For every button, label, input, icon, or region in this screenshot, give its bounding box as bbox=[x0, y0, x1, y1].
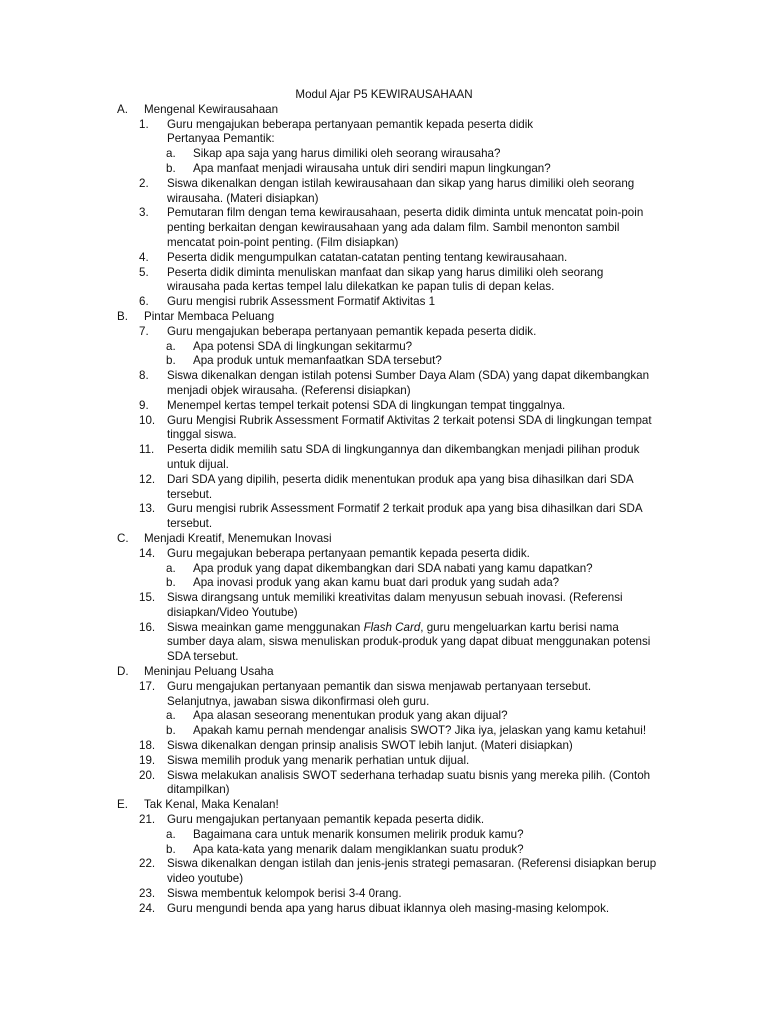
list-item-text: Siswa dirangsang untuk memiliki kreativitas dalam menyusun sebuah inovasi. (Referensi disiapkan/Video Youtube) bbox=[167, 591, 623, 619]
sub-list-item-letter: a. bbox=[166, 827, 176, 841]
list-item-number: 13. bbox=[139, 502, 156, 516]
list-item bbox=[0, 443, 768, 473]
list-item-text: Siswa dikenalkan dengan istilah kewirausahaan dan sikap yang harus dimiliki oleh seorang wirausaha. (Materi disiapkan) bbox=[167, 176, 635, 205]
list-item bbox=[0, 473, 768, 503]
section-letter: D. bbox=[117, 665, 129, 679]
list-item bbox=[0, 206, 768, 250]
list-item bbox=[0, 251, 768, 266]
sub-list-item bbox=[0, 709, 768, 724]
document-body bbox=[0, 103, 768, 917]
list-item bbox=[0, 739, 768, 754]
list-item bbox=[0, 547, 768, 562]
sub-list-item-text: Apa produk untuk memanfaatkan SDA tersebut? bbox=[193, 354, 442, 368]
list-item-number: 18. bbox=[139, 739, 156, 753]
list-item-number: 8. bbox=[139, 369, 149, 383]
list-item-text: Guru mengisi rubrik Assessment Formatif 2 terkait produk apa yang bisa dihasilkan dari SDA tersebut. bbox=[167, 502, 642, 531]
list-item bbox=[0, 369, 768, 399]
sub-list-item-text: Sikap apa saja yang harus dimiliki oleh seorang wirausaha? bbox=[193, 147, 501, 161]
list-item bbox=[0, 295, 768, 310]
section-heading-text: Menjadi Kreatif, Menemukan Inovasi bbox=[144, 531, 332, 545]
sub-list-item bbox=[0, 828, 768, 843]
sub-list-item-letter: b. bbox=[166, 161, 176, 175]
sub-list-item-letter: a. bbox=[166, 147, 176, 161]
list-item-text: Peserta didik mengumpulkan catatan-catatan penting tentang kewirausahaan. bbox=[167, 250, 568, 264]
sub-list-item bbox=[0, 843, 768, 858]
list-item-text: Guru mengisi rubrik Assessment Formatif Aktivitas 1 bbox=[167, 295, 436, 309]
list-item-text: Siswa melakukan analisis SWOT sederhana terhadap suatu bisnis yang mereka pilih. (Contoh ditampilkan) bbox=[167, 768, 651, 797]
document-title: Modul Ajar P5 KEWIRAUSAHAAN bbox=[295, 88, 473, 101]
sub-list-item-letter: b. bbox=[166, 576, 176, 590]
sub-list-item-text: Apa alasan seseorang menentukan produk yang akan dijual? bbox=[193, 709, 508, 723]
list-item-number: 19. bbox=[139, 753, 156, 767]
list-item bbox=[0, 502, 768, 532]
list-item-text: Siswa memilih produk yang menarik perhatian untuk dijual. bbox=[167, 753, 470, 767]
list-item-text: Guru megajukan beberapa pertanyaan pemantik kepada peserta didik. bbox=[167, 546, 530, 560]
section-heading bbox=[0, 798, 768, 813]
list-item-number: 14. bbox=[139, 546, 156, 560]
sub-list-item-text: Apakah kamu pernah mendengar analisis SWOT? Jika iya, jelaskan yang kamu ketahui! bbox=[193, 724, 647, 738]
list-item-number: 9. bbox=[139, 398, 149, 412]
list-item bbox=[0, 754, 768, 769]
section-letter: E. bbox=[117, 798, 128, 812]
list-item-number: 24. bbox=[139, 901, 156, 915]
section-heading-text: Pintar Membaca Peluang bbox=[144, 309, 275, 323]
list-item-text: Guru mengajukan beberapa pertanyaan pemantik kepada peserta didik bbox=[167, 117, 534, 131]
list-item-text: Guru mengajukan beberapa pertanyaan pemantik kepada peserta didik. bbox=[167, 324, 537, 338]
list-item-text: Guru mengundi benda apa yang harus dibuat iklannya oleh masing-masing kelompok. bbox=[167, 901, 610, 915]
list-item bbox=[0, 399, 768, 414]
list-item-number: 3. bbox=[139, 206, 149, 220]
list-item-number: 10. bbox=[139, 413, 156, 427]
sub-list-item-text: Apa potensi SDA di lingkungan sekitarmu? bbox=[193, 339, 413, 353]
list-item-number: 6. bbox=[139, 295, 149, 309]
section bbox=[0, 665, 768, 798]
list-item bbox=[0, 887, 768, 902]
sub-list-item-text: Apa produk yang dapat dikembangkan dari SDA nabati yang kamu dapatkan? bbox=[193, 561, 593, 575]
list-item-number: 11. bbox=[139, 443, 155, 457]
list-item-text: Guru mengajukan pertanyaan pemantik dan siswa menjawab pertanyaan tersebut. bbox=[167, 679, 592, 693]
sub-list-item-text: Apa inovasi produk yang akan kamu buat dari produk yang sudah ada? bbox=[193, 576, 560, 590]
section-heading bbox=[0, 310, 768, 325]
list-item-number: 12. bbox=[139, 472, 156, 486]
section bbox=[0, 532, 768, 665]
sub-list-item-letter: a. bbox=[166, 709, 176, 723]
sub-list-item-letter: a. bbox=[166, 339, 176, 353]
section-heading bbox=[0, 532, 768, 547]
list-item-number: 17. bbox=[139, 679, 156, 693]
sub-list-item bbox=[0, 340, 768, 355]
list-item bbox=[0, 177, 768, 207]
section-heading-text: Meninjau Peluang Usaha bbox=[144, 665, 274, 679]
list-item-number: 2. bbox=[139, 176, 149, 190]
sub-list-item-letter: b. bbox=[166, 724, 176, 738]
list-item-text: Peserta didik memilih satu SDA di lingkungannya dan dikembangkan menjadi pilihan produk untuk dijual. bbox=[167, 443, 640, 471]
list-item-text: Pemutaran film dengan tema kewirausahaan, peserta didik diminta untuk mencatat poin-poin penting berkaitan dengan kewirausahaan yang ada dalam film. Sambil menonton sambil mencatat poin-point penting. (Film disiapkan) bbox=[167, 206, 644, 249]
list-item-text bbox=[167, 621, 650, 664]
section-letter: C. bbox=[117, 531, 129, 545]
list-item-text: Guru mengajukan pertanyaan pemantik kepada peserta didik. bbox=[167, 813, 485, 827]
section bbox=[0, 103, 768, 310]
section-heading-text: Tak Kenal, Maka Kenalan! bbox=[144, 798, 279, 812]
list-item-text-pre: Siswa meainkan game menggunakan bbox=[167, 620, 364, 634]
list-item bbox=[0, 902, 768, 917]
list-item-extra-line: Selanjutnya, jawaban siswa dikonfirmasi oleh guru. bbox=[167, 694, 430, 708]
sub-list-item bbox=[0, 354, 768, 369]
sub-list-item-text: Apa manfaat menjadi wirausaha untuk diri sendiri mapun lingkungan? bbox=[193, 161, 551, 175]
list-item-text-post: , guru mengeluarkan kartu berisi nama sumber daya alam, siswa menuliskan produk-produk yang dapat dibuat menggunakan potensi SDA tersebut. bbox=[167, 620, 651, 664]
list-item bbox=[0, 266, 768, 296]
section bbox=[0, 798, 768, 916]
sub-list-item bbox=[0, 162, 768, 177]
list-item bbox=[0, 118, 768, 148]
list-item bbox=[0, 621, 768, 665]
list-item-number: 23. bbox=[139, 887, 156, 901]
list-item bbox=[0, 414, 768, 444]
section-heading bbox=[0, 103, 768, 118]
list-item-text: Guru Mengisi Rubrik Assessment Formatif Aktivitas 2 terkait potensi SDA di lingkungan tempat tinggal siswa. bbox=[167, 413, 652, 442]
list-item-number: 4. bbox=[139, 250, 149, 264]
sub-list-item-text: Bagaimana cara untuk menarik konsumen melirik produk kamu? bbox=[193, 827, 524, 841]
list-item bbox=[0, 325, 768, 340]
list-item-text: Siswa membentuk kelompok berisi 3-4 0rang. bbox=[167, 887, 402, 901]
list-item-number: 22. bbox=[139, 857, 156, 871]
list-item-text: Siswa dikenalkan dengan istilah potensi Sumber Daya Alam (SDA) yang dapat dikembangkan menjadi objek wirausaha. (Referensi disiapkan) bbox=[167, 369, 650, 397]
list-item-text-emphasis: Flash Card bbox=[363, 620, 421, 634]
sub-list-item-letter: b. bbox=[166, 354, 176, 368]
list-item-text: Menempel kertas tempel terkait potensi SDA di lingkungan tempat tinggalnya. bbox=[167, 398, 566, 412]
list-item-number: 7. bbox=[139, 324, 149, 338]
list-item-number: 21. bbox=[139, 813, 156, 827]
list-item-text: Siswa dikenalkan dengan prinsip analisis SWOT lebih lanjut. (Materi disiapkan) bbox=[167, 739, 573, 753]
sub-list-item bbox=[0, 724, 768, 739]
section-heading-text: Mengenal Kewirausahaan bbox=[144, 102, 279, 116]
list-item-number: 15. bbox=[139, 591, 156, 605]
list-item-extra-line: Pertanyaa Pemantik: bbox=[167, 132, 275, 146]
list-item-number: 1. bbox=[139, 117, 149, 131]
sub-list-item-letter: b. bbox=[166, 842, 176, 856]
list-item-text: Siswa dikenalkan dengan istilah dan jenis-jenis strategi pemasaran. (Referensi disiapkan berup video youtube) bbox=[167, 857, 657, 886]
section-heading bbox=[0, 665, 768, 680]
list-item bbox=[0, 680, 768, 710]
section bbox=[0, 310, 768, 532]
list-item-text: Peserta didik diminta menuliskan manfaat dan sikap yang harus dimiliki oleh seorang wirausaha pada kertas tempel lalu dilekatkan ke papan tulis di depan kelas. bbox=[167, 265, 604, 294]
list-item-number: 16. bbox=[139, 620, 156, 634]
sub-list-item bbox=[0, 562, 768, 577]
list-item-number: 5. bbox=[139, 265, 149, 279]
sub-list-item-text: Apa kata-kata yang menarik dalam mengiklankan suatu produk? bbox=[193, 842, 524, 856]
list-item bbox=[0, 857, 768, 887]
section-letter: B. bbox=[117, 309, 128, 323]
sub-list-item bbox=[0, 147, 768, 162]
list-item bbox=[0, 769, 768, 799]
section-letter: A. bbox=[117, 102, 128, 116]
list-item bbox=[0, 813, 768, 828]
sub-list-item-letter: a. bbox=[166, 561, 176, 575]
sub-list-item bbox=[0, 576, 768, 591]
list-item-text: Dari SDA yang dipilih, peserta didik menentukan produk apa yang bisa dihasilkan dari SDA tersebut. bbox=[167, 472, 633, 501]
list-item bbox=[0, 591, 768, 621]
list-item-number: 20. bbox=[139, 768, 156, 782]
